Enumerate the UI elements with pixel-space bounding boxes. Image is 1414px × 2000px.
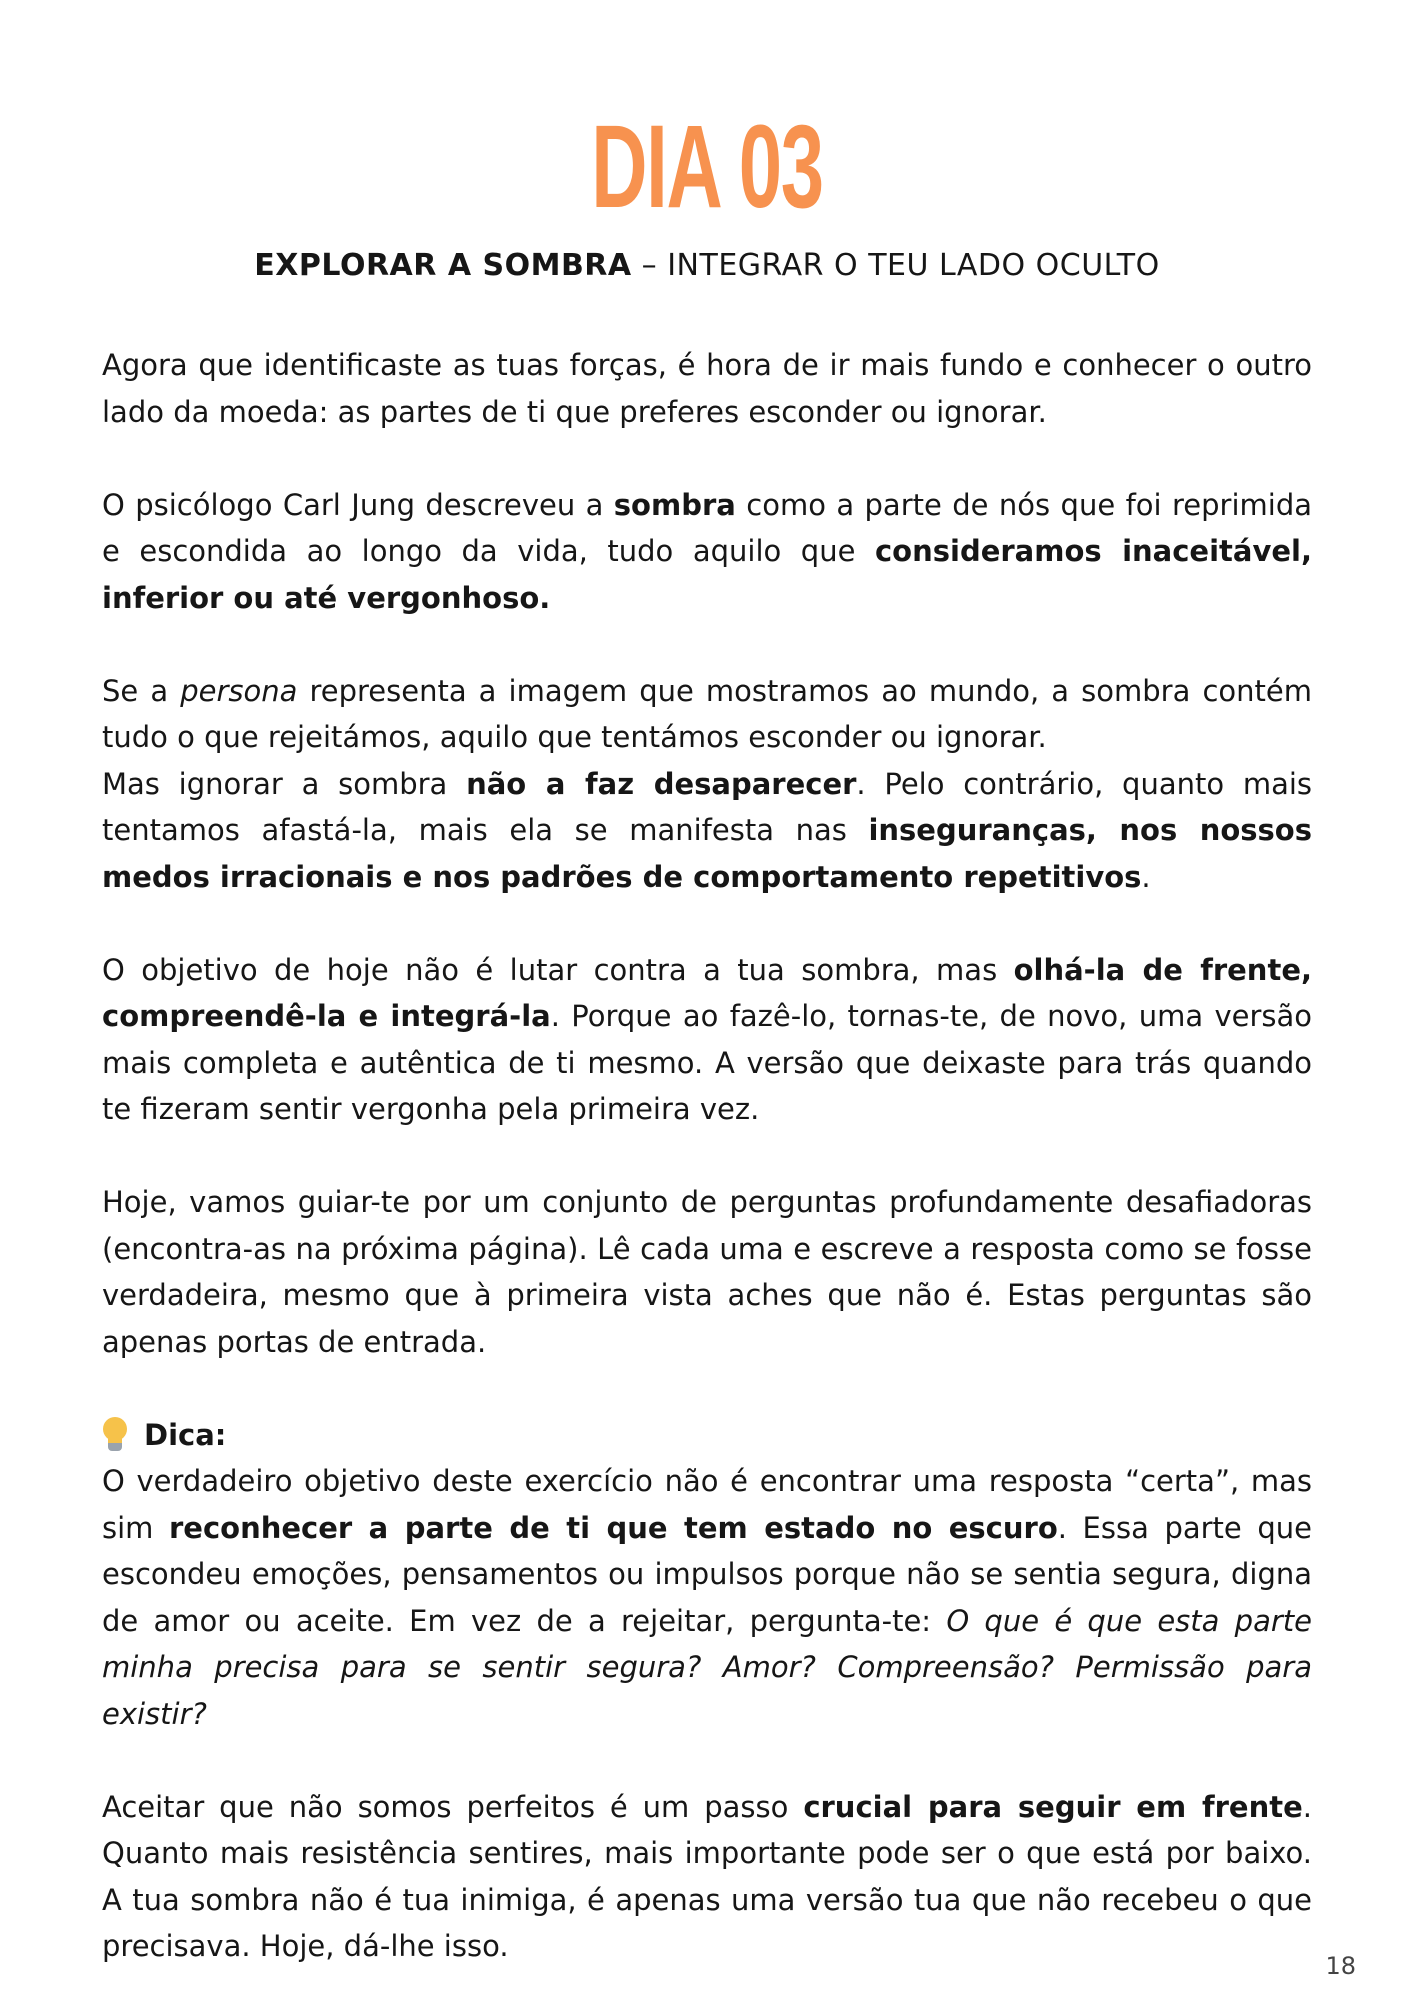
paragraph-persona — [102, 668, 1312, 761]
text-run: Aceitar que não somos perfeitos é um passo — [102, 1789, 804, 1824]
text-run: Mas ignorar a sombra — [102, 766, 467, 801]
bold-run: não a faz desaparecer — [466, 766, 857, 801]
italic-run: O que é que esta parte minha precisa para se sentir segura? Amor? Compreensão? Permissão para existir? — [102, 1603, 1312, 1731]
text-run: O verdadeiro objetivo deste exercício não é encontrar uma resposta “certa”, mas sim — [102, 1464, 1312, 1545]
page-number: 18 — [1325, 1952, 1356, 1980]
paragraph-tip — [102, 1458, 1312, 1737]
paragraph-jung — [102, 482, 1312, 622]
bold-run: reconhecer a parte de ti que tem estado no escuro — [169, 1510, 1058, 1545]
bold-run: consideramos inaceitável, inferior ou até vergonhoso. — [102, 534, 1312, 615]
text-run: Se a — [102, 673, 181, 708]
lightbulb-icon — [102, 1417, 128, 1453]
page-title: DIA 03 — [591, 101, 823, 233]
paragraph-questions: Hoje, vamos guiar-te por um conjunto de perguntas profundamente desafiadoras (encontra-as na próxima página). Lê cada uma e escreve a resposta como se fosse verdadeira, mesmo que à primeira vista aches que não é. Estas perguntas são apenas portas de entrada. — [102, 1185, 1312, 1359]
tip-heading — [102, 1412, 1312, 1459]
text-run: como a parte de nós que foi reprimida e escondida ao longo da vida, tudo aquilo que — [102, 487, 1312, 568]
paragraph-intro: Agora que identificaste as tuas forças, é hora de ir mais fundo e conhecer o outro lado da moeda: as partes de ti que preferes esconder ou ignorar. — [102, 348, 1312, 429]
bold-run: crucial para seguir em frente — [803, 1789, 1303, 1824]
bold-run: olhá-la de frente, compreendê-la e integrá-la — [102, 952, 1312, 1033]
text-run: O objetivo de hoje não é lutar contra a tua sombra, mas — [102, 952, 1014, 987]
text-run: . Quanto mais resistência sentires, mais importante pode ser o que está por baixo. A tua sombra não é tua inimiga, é apenas uma versão tua que não recebeu o que precisava. Hoje, dá-lhe isso. — [102, 1789, 1312, 1963]
tip-label: Dica: — [144, 1417, 227, 1452]
subtitle-bold: EXPLORAR A SOMBRA — [254, 248, 632, 283]
text-run: . Essa parte que escondeu emoções, pensamentos ou impulsos porque não se sentia segura, digna de amor ou aceite. Em vez de a rejeitar, pergunta-te: — [102, 1510, 1312, 1638]
text-run: O psicólogo Carl Jung descreveu a — [102, 487, 614, 522]
subtitle-rest: – INTEGRAR O TEU LADO OCULTO — [631, 248, 1160, 283]
page-subtitle — [0, 246, 1414, 286]
italic-run: persona — [180, 673, 298, 708]
text-run: representa a imagem que mostramos ao mundo, a sombra contém tudo o que rejeitámos, aquilo que tentámos esconder ou ignorar. — [102, 673, 1312, 754]
body-text — [102, 342, 1312, 1970]
bold-run: sombra — [613, 487, 736, 522]
paragraph-ignore — [102, 761, 1312, 901]
paragraph-closing — [102, 1784, 1312, 1970]
paragraph-objective — [102, 947, 1312, 1133]
text-run: . Pelo contrário, quanto mais tentamos afastá-la, mais ela se manifesta nas — [102, 766, 1313, 847]
text-run: . Porque ao fazê-lo, tornas-te, de novo, uma versão mais completa e autêntica de ti mesmo. A versão que deixaste para trás quando te fizeram sentir vergonha pela primeira vez. — [102, 999, 1312, 1126]
text-run: . — [1141, 859, 1151, 894]
bold-run: inseguranças, nos nossos medos irracionais e nos padrões de comportamento repetitivos — [102, 813, 1312, 894]
